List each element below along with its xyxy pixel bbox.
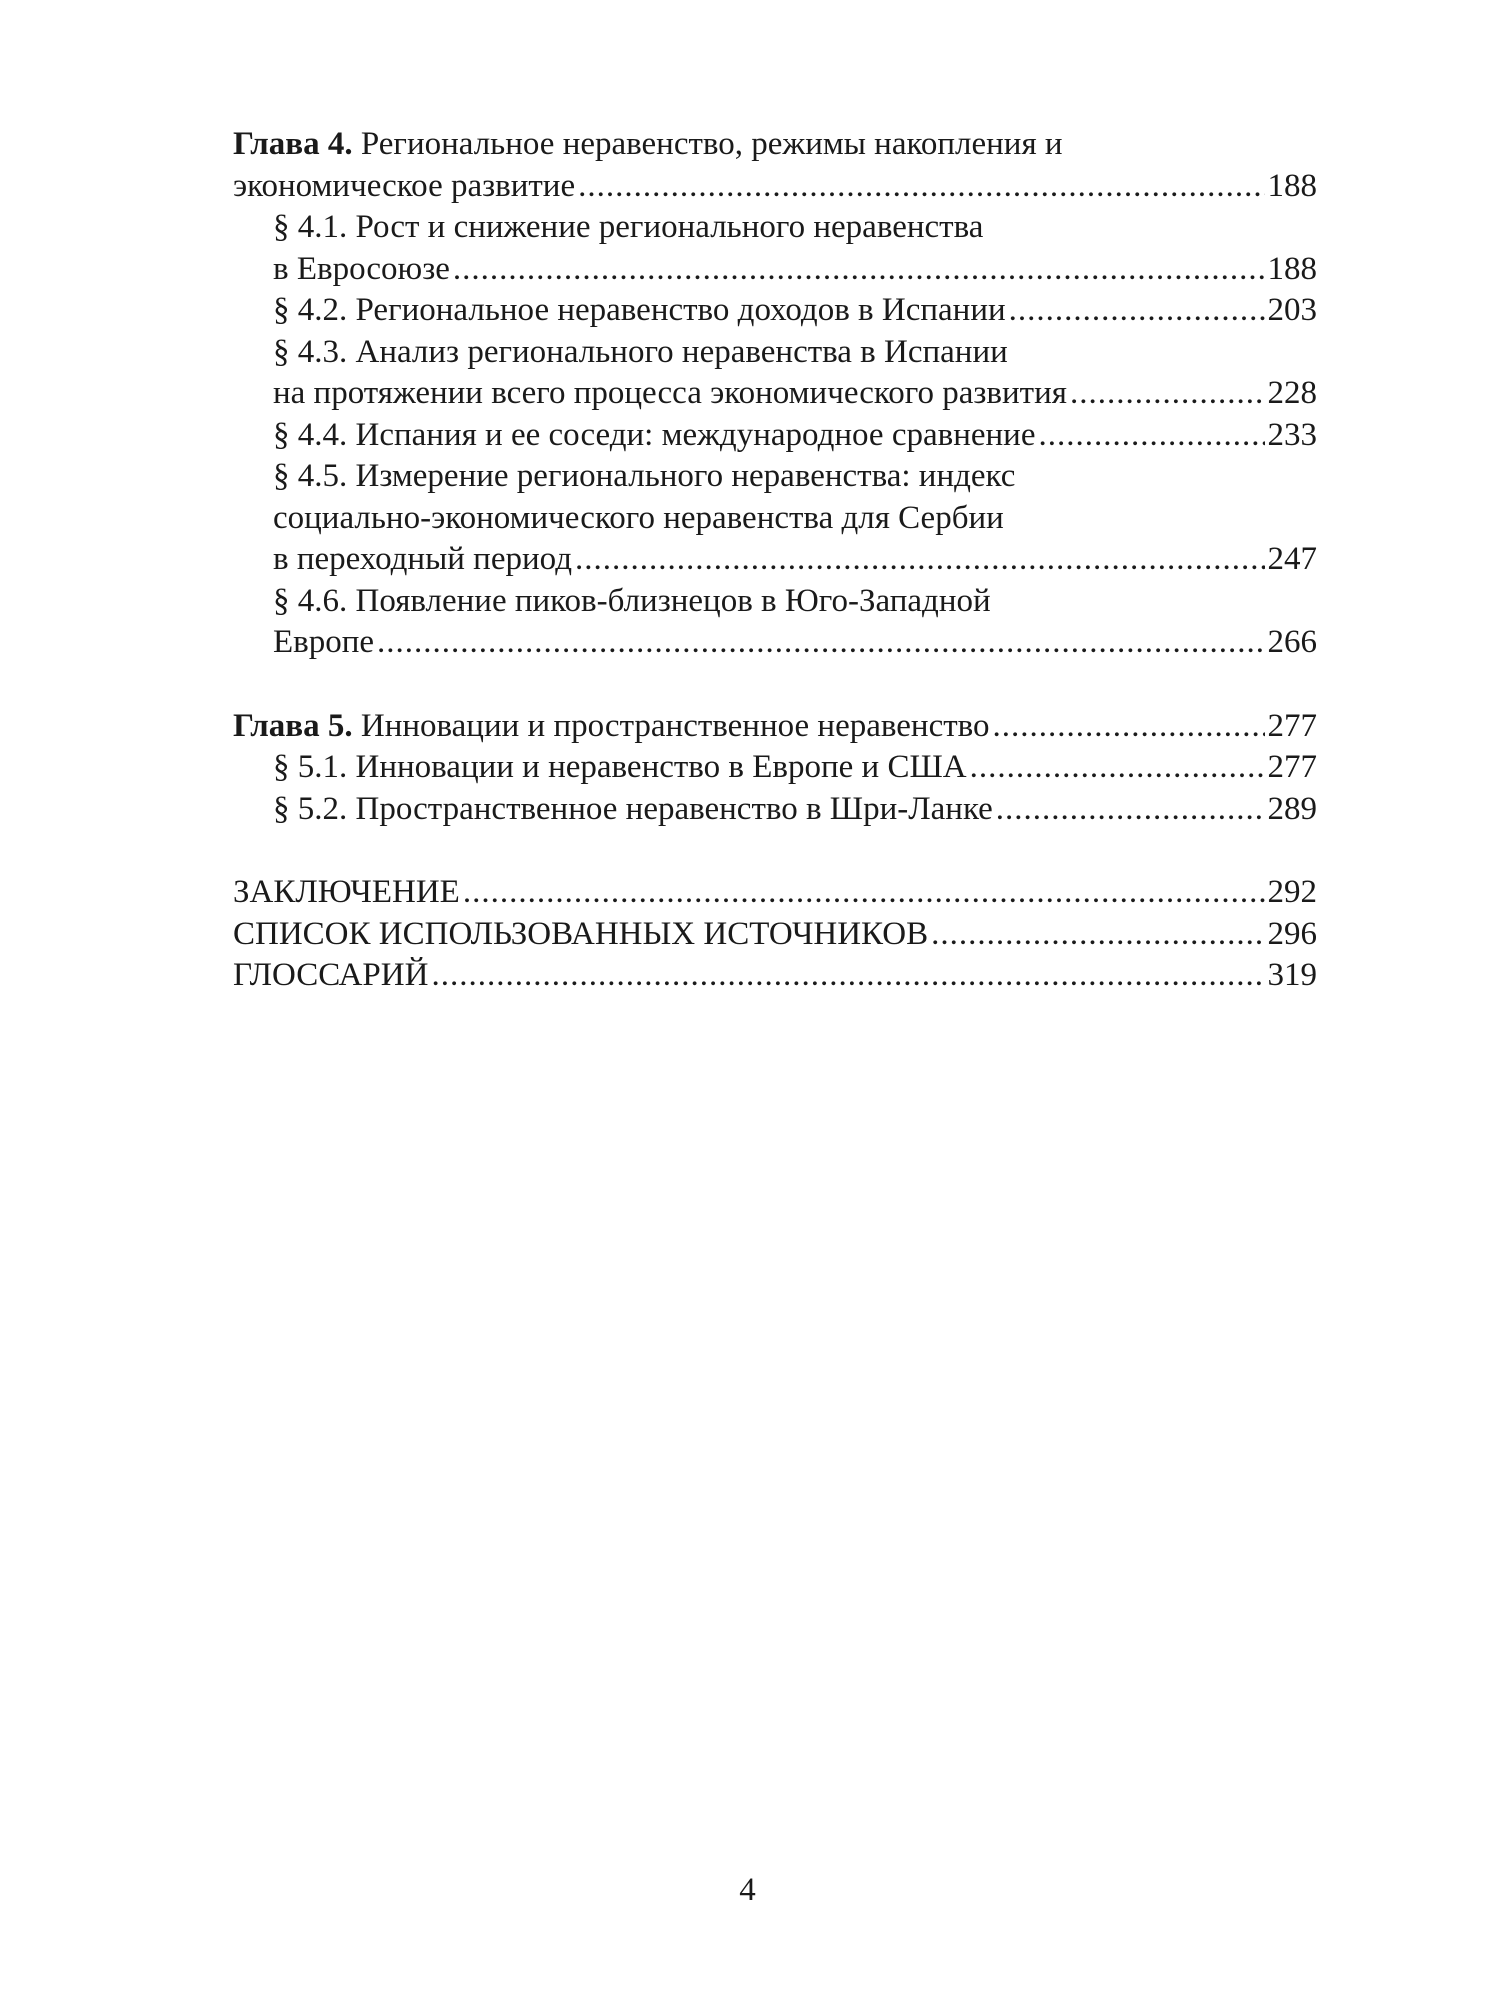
- page-ref: 277: [1267, 707, 1317, 744]
- dot-leader: [993, 706, 1265, 748]
- page-ref: 188: [1267, 250, 1317, 287]
- toc-chapter-4[interactable]: [233, 124, 1317, 207]
- dot-leader: [970, 747, 1265, 789]
- dot-leader: [578, 166, 1264, 208]
- dot-leader: [377, 622, 1264, 664]
- dot-leader: [453, 249, 1265, 291]
- dot-leader: [1038, 415, 1264, 457]
- toc-conclusion[interactable]: [233, 872, 1317, 914]
- page-ref: 233: [1267, 416, 1317, 453]
- dot-leader: [1009, 290, 1265, 332]
- page-number: 4: [739, 1872, 756, 1908]
- dot-leader: [431, 955, 1264, 997]
- toc-section-5-1[interactable]: [233, 747, 1317, 789]
- toc-section-4-3[interactable]: [233, 332, 1317, 415]
- page-ref: 292: [1267, 874, 1317, 910]
- page-ref: 296: [1267, 915, 1317, 952]
- chapter-title-line: Региональное неравенство, режимы накопления и: [360, 126, 1063, 162]
- toc-section-4-1[interactable]: [233, 207, 1317, 290]
- page-ref: 203: [1267, 292, 1317, 328]
- section-title-line: § 4.3. Анализ регионального неравенства в Испании: [273, 333, 1008, 370]
- entry-title: СПИСОК ИСПОЛЬЗОВАННЫХ ИСТОЧНИКОВ: [233, 915, 929, 952]
- section-title-line: § 4.5. Измерение регионального неравенства: индекс: [273, 458, 1016, 494]
- page-ref: 319: [1267, 957, 1317, 993]
- dot-leader: [996, 789, 1265, 831]
- page-ref: 228: [1267, 375, 1317, 411]
- chapter-title: Инновации и пространственное неравенство: [360, 707, 990, 744]
- toc-sources[interactable]: [233, 914, 1317, 956]
- toc-section-4-2[interactable]: [233, 290, 1317, 332]
- entry-title: ГЛОССАРИЙ: [233, 957, 429, 993]
- dot-leader: [575, 539, 1265, 581]
- page-ref: 277: [1267, 749, 1317, 785]
- entry-title: ЗАКЛЮЧЕНИЕ: [233, 874, 460, 910]
- dot-leader: [1070, 373, 1265, 415]
- toc-section-4-6[interactable]: [233, 581, 1317, 664]
- page-ref: 266: [1267, 624, 1317, 660]
- chapter-title-end: экономическое развитие: [233, 167, 576, 204]
- table-of-contents: [233, 124, 1317, 997]
- dot-leader: [463, 872, 1265, 914]
- section-title-line: социально-экономического неравенства для Сербии: [273, 499, 1004, 536]
- section-title-end: в переходный период: [273, 541, 572, 577]
- dot-leader: [931, 914, 1264, 956]
- chapter-label: Глава 5.: [233, 707, 353, 744]
- page-ref: 247: [1267, 541, 1317, 577]
- section-title: § 5.2. Пространственное неравенство в Шри-Ланке: [273, 790, 993, 827]
- toc-glossary[interactable]: [233, 955, 1317, 997]
- toc-section-4-4[interactable]: [233, 415, 1317, 457]
- toc-chapter-5[interactable]: [233, 706, 1317, 748]
- section-title-line: § 4.6. Появление пиков-близнецов в Юго-Западной: [273, 582, 991, 619]
- section-title-end: в Евросоюзе: [273, 250, 450, 287]
- section-title: § 4.4. Испания и ее соседи: международное сравнение: [273, 416, 1036, 453]
- section-title-end: Европе: [273, 624, 375, 660]
- page-ref: 289: [1267, 790, 1317, 827]
- section-title-end: на протяжении всего процесса экономического развития: [273, 375, 1067, 411]
- toc-section-5-2[interactable]: [233, 789, 1317, 831]
- chapter-label: Глава 4.: [233, 126, 353, 162]
- toc-section-4-5[interactable]: [233, 456, 1317, 581]
- section-title-line: § 4.1. Рост и снижение регионального неравенства: [273, 209, 984, 245]
- page-ref: 188: [1267, 167, 1317, 204]
- section-title: § 5.1. Инновации и неравенство в Европе и США: [273, 749, 967, 785]
- section-title: § 4.2. Региональное неравенство доходов в Испании: [273, 292, 1006, 328]
